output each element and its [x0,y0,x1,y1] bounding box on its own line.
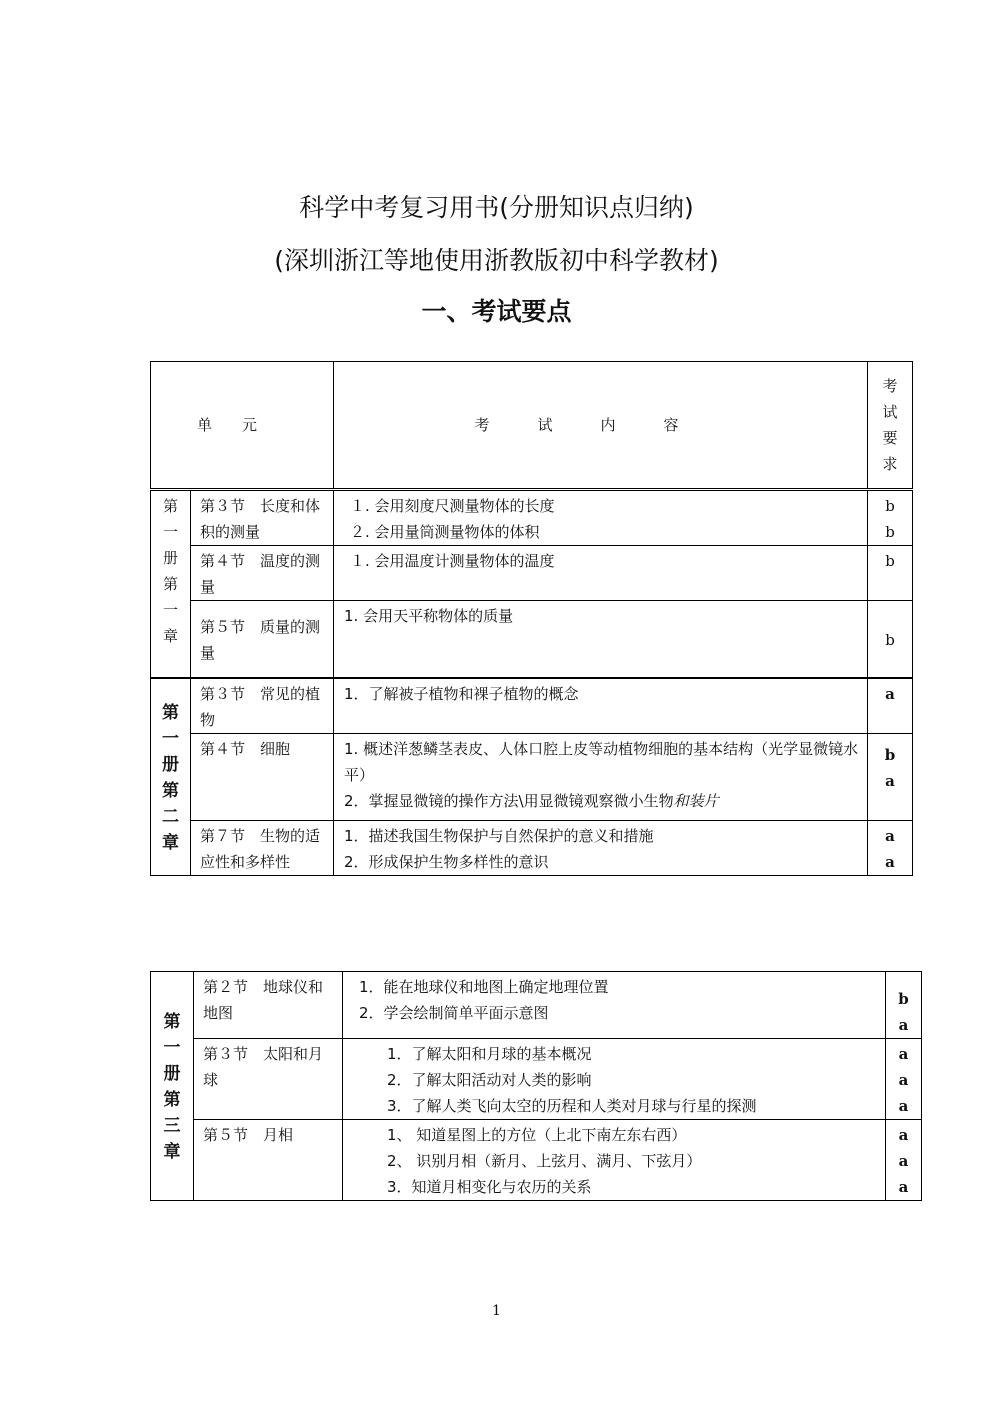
requirement-cell: b b [868,490,913,546]
table-header-row [151,362,913,490]
table-row [151,734,913,821]
table-row [151,1039,922,1120]
doc-title: 科学中考复习用书(分册知识点归纳) [299,193,694,222]
requirement-cell: b a [886,972,922,1039]
content-cell: 1．描述我国生物保护与自然保护的意义和措施 2．形成保护生物多样性的意识 [334,821,868,876]
table-row [151,821,913,876]
requirement-cell: b [868,546,913,601]
chapter-cell: 第一册第一章 [151,490,191,679]
requirement-cell: a [868,678,913,734]
section-cell: 第４节 细胞 [191,734,334,821]
section-heading: 一、考试要点 [421,297,572,326]
requirement-cell: a a a [886,1039,922,1120]
table-row [151,490,913,546]
section-cell: 第５节 月相 [194,1120,343,1201]
content-cell: 1. 概述洋葱鳞茎表皮、人体口腔上皮等动植物细胞的基本结构（光学显微镜水平） 2．掌握显微镜的操作方法\用显微镜观察微小生物和装片 [334,734,868,821]
page-number: 1 [492,1303,501,1319]
content-cell: 1. 会用天平称物体的质量 [334,601,868,679]
content-cell: 1．了解太阳和月球的基本概况 2．了解太阳活动对人类的影响 3．了解人类飞向太空的历程和人类对月球与行星的探测 [343,1039,886,1120]
chapter-cell: 第一册第二章 [151,678,191,876]
requirement-cell: b a [868,734,913,821]
requirement-cell: a a [868,821,913,876]
table-row [151,972,922,1039]
table-row [151,1120,922,1201]
header-requirement [868,362,913,490]
table-row [151,678,913,734]
content-cell: １. 会用温度计测量物体的温度 [334,546,868,601]
section-cell: 第７节 生物的适应性和多样性 [191,821,334,876]
content-cell: 1、 知道星图上的方位（上北下南左东右西） 2、 识别月相（新月、上弦月、满月、下弦月） 3．知道月相变化与农历的关系 [343,1120,886,1201]
requirement-cell: b [868,601,913,679]
doc-subtitle: (深圳浙江等地使用浙教版初中科学教材) [274,246,719,275]
header-requirement-text: 考试要求 [882,377,898,473]
section-cell: 第２节 地球仪和地图 [194,972,343,1039]
section-cell: 第３节 长度和体积的测量 [191,490,334,546]
exam-points-table-2 [150,971,922,1201]
table-row [151,601,913,679]
content-cell: １. 会用刻度尺测量物体的长度 ２. 会用量筒测量物体的体积 [334,490,868,546]
section-cell: 第５节 质量的测量 [191,601,334,679]
section-cell: 第４节 温度的测量 [191,546,334,601]
requirement-cell: a a a [886,1120,922,1201]
header-unit: 单元 [151,362,334,490]
exam-points-table-1 [150,361,913,876]
header-content: 考试内容 [334,362,868,490]
content-cell: 1．能在地球仪和地图上确定地理位置 2．学会绘制简单平面示意图 [343,972,886,1039]
content-cell: 1．了解被子植物和裸子植物的概念 [334,678,868,734]
table-row [151,546,913,601]
section-cell: 第３节 太阳和月球 [194,1039,343,1120]
section-cell: 第３节 常见的植物 [191,678,334,734]
chapter-cell: 第一册第三章 [151,972,194,1201]
